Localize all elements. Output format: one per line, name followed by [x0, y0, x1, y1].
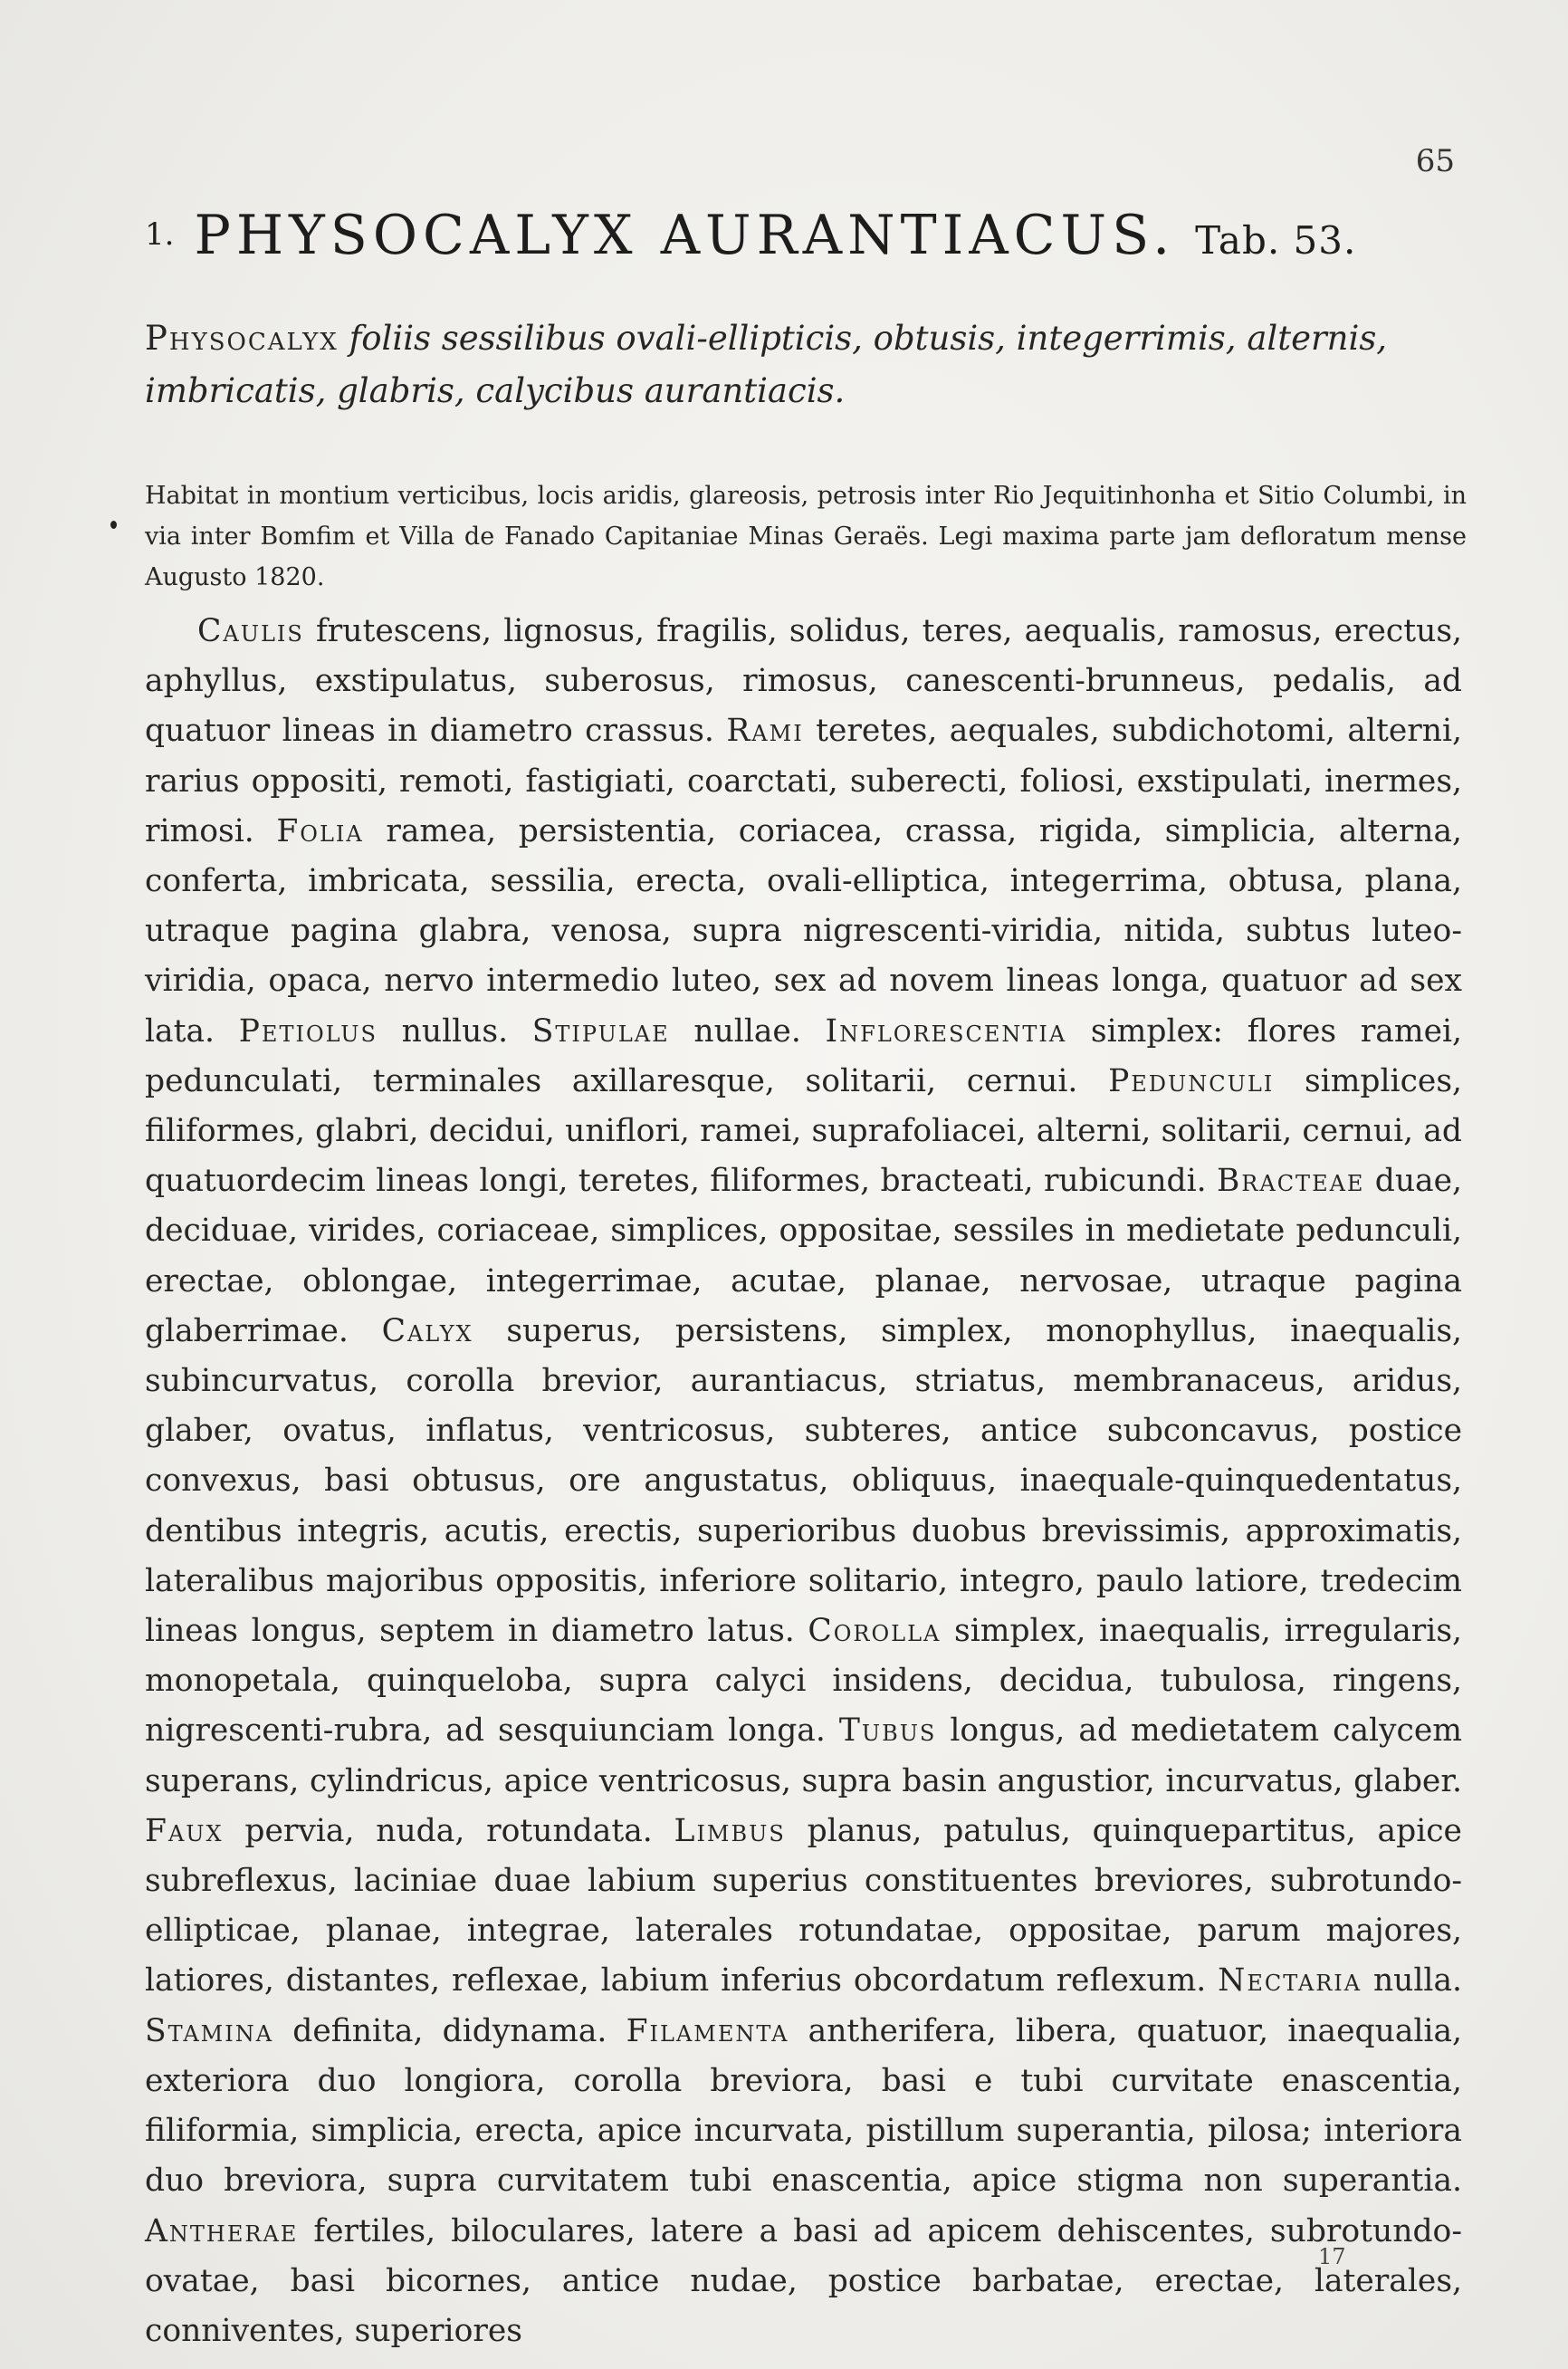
text-limbus: planus, patulus, quinquepartitus, apice subreflexus, laciniae duae labium superius constituentes breviores, subrotundo-ellipticae, planae, integrae, laterales rotundatae, oppositae, parum majores, latiores, distantes, reflexae, labium inferius obcordatum reflexum. — [145, 1812, 1462, 2000]
page-number: 65 — [1415, 143, 1455, 179]
term-corolla: Corolla — [808, 1613, 942, 1650]
plate-reference: Tab. 53. — [1195, 218, 1357, 263]
text-calyx: superus, persistens, simplex, monophyllus, inaequalis, subincurvatus, corolla brevior, aurantiacus, striatus, membranaceus, aridus, glaber, ovatus, inflatus, ventricosus, subteres, antice subconcavus, postice convexus, basi obtusus, ore angustatus, obliquus, inaequale-quinquedentatus, dentibus integris, acutis, erectis, superioribus duobus brevissimis, approximatis, lateralibus majoribus oppositis, inferiore solitario, integro, paulo latiore, tredecim lineas longus, septem in diametro latus. — [145, 1312, 1463, 1650]
text-corolla: simplex, inaequalis, irregularis, monopetala, quinqueloba, supra calyci insidens, decidua, tubulosa, ringens, nigrescenti-rubra, ad sesquiunciam longa. — [145, 1613, 1462, 1750]
term-calyx: Calyx — [381, 1312, 473, 1349]
text-filamenta: antherifera, libera, quatuor, inaequalia, exteriora duo longiora, corolla breviora, basi e tubi curvitate enascentia, filiformia, simplicia, erecta, apice incurvata, pistillum superantia, pilosa; interiora duo breviora, supra curvitatem tubi enascentia, apice stigma non superantia. — [145, 2012, 1463, 2200]
term-bracteae: Bracteae — [1216, 1163, 1365, 1200]
species-number: 1. — [145, 216, 175, 253]
text-rami: teretes, aequales, subdichotomi, alterni, rarius oppositi, remoti, fastigiati, coarctati, suberecti, foliosi, exstipulati, inermes, rimosi. — [145, 713, 1463, 849]
diagnosis — [145, 312, 1467, 417]
habitat-paragraph: Habitat in montium verticibus, locis aridis, glareosis, petrosis inter Rio Jequitinhonha et Sitio Columbi, in via inter Bomfim et Villa de Fanado Capitaniae Minas Geraës. Legi maxima parte jam defloratum mense Augusto 1820. — [145, 482, 1467, 591]
term-antherae: Antherae — [145, 2212, 299, 2249]
text-bracteae: duae, deciduae, virides, coriaceae, simplices, oppositae, sessiles in medietate pedunculi, erectae, oblongae, integerrimae, acutae, planae, nervosae, utraque pagina glaberrimae. — [145, 1163, 1462, 1349]
term-pedunculi: Pedunculi — [1108, 1062, 1275, 1099]
term-petiolus: Petiolus — [238, 1012, 378, 1050]
text-folia: ramea, persistentia, coriacea, crassa, rigida, simplicia, alterna, conferta, imbricata, sessilia, erecta, ovali-elliptica, integerrima, obtusa, plana, utraque pagina glabra, venosa, supra nigrescenti-viridia, nitida, subtus luteo-viridia, opaca, nervo intermedio luteo, sex ad novem lineas longa, quatuor ad sex lata. — [145, 812, 1462, 1050]
term-stamina: Stamina — [145, 2012, 274, 2049]
diagnosis-description: foliis sessilibus ovali-ellipticis, obtusis, integerrimis, alternis, imbricatis, glabris, calycibus aurantiacis. — [145, 319, 1388, 410]
text-caulis: frutescens, lignosus, fragilis, solidus, teres, aequalis, ramosus, erectus, aphyllus, exstipulatus, suberosus, rimosus, canescenti-brunneus, pedalis, ad quatuor lineas in diametro crassus. — [145, 613, 1462, 750]
signature-mark: 17 — [1318, 2244, 1346, 2269]
diagnosis-genus: Physocalyx — [145, 319, 339, 358]
term-filamenta: Filamenta — [626, 2012, 789, 2049]
term-faux: Faux — [145, 1812, 224, 1849]
text-stipulae: nullae. — [669, 1012, 826, 1050]
term-limbus: Limbus — [674, 1812, 786, 1849]
term-rami: Rami — [726, 713, 804, 750]
text-tubus: longus, ad medietatem calycem superans, cylindricus, apice ventricosus, supra basin angustior, incurvatus, glaber. — [145, 1712, 1462, 1799]
ink-speck — [110, 521, 117, 529]
text-stamina: definita, didynama. — [273, 2012, 626, 2049]
text-pedunculi: simplices, filiformes, glabri, decidui, uniflori, ramei, suprafoliacei, alterni, solitarii, cernui, ad quatuordecim lineas longi, teretes, filiformes, bracteati, rubicundi. — [145, 1062, 1462, 1200]
text-antherae: fertiles, biloculares, latere a basi ad apicem dehiscentes, subrotundo-ovatae, basi bicornes, antice nudae, postice barbatae, erectae, laterales, conniventes, superiores — [145, 2212, 1462, 2349]
term-folia: Folia — [276, 812, 364, 849]
term-inflorescentia: Inflorescentia — [825, 1012, 1067, 1050]
species-title: PHYSOCALYX AURANTIACUS. — [194, 204, 1176, 267]
term-stipulae: Stipulae — [531, 1012, 670, 1050]
term-caulis: Caulis — [197, 613, 304, 649]
term-tubus: Tubus — [838, 1712, 937, 1750]
description-paragraph — [145, 607, 1462, 2356]
term-nectaria: Nectaria — [1218, 1962, 1362, 2000]
text-nectaria: nulla. — [1362, 1962, 1463, 2000]
text-petiolus: nullus. — [377, 1012, 532, 1050]
text-inflorescentia: simplex: flores ramei, pedunculati, terminales axillaresque, solitarii, cernui. — [145, 1012, 1462, 1099]
species-heading — [145, 204, 1376, 267]
text-faux: pervia, nuda, rotundata. — [223, 1812, 674, 1849]
